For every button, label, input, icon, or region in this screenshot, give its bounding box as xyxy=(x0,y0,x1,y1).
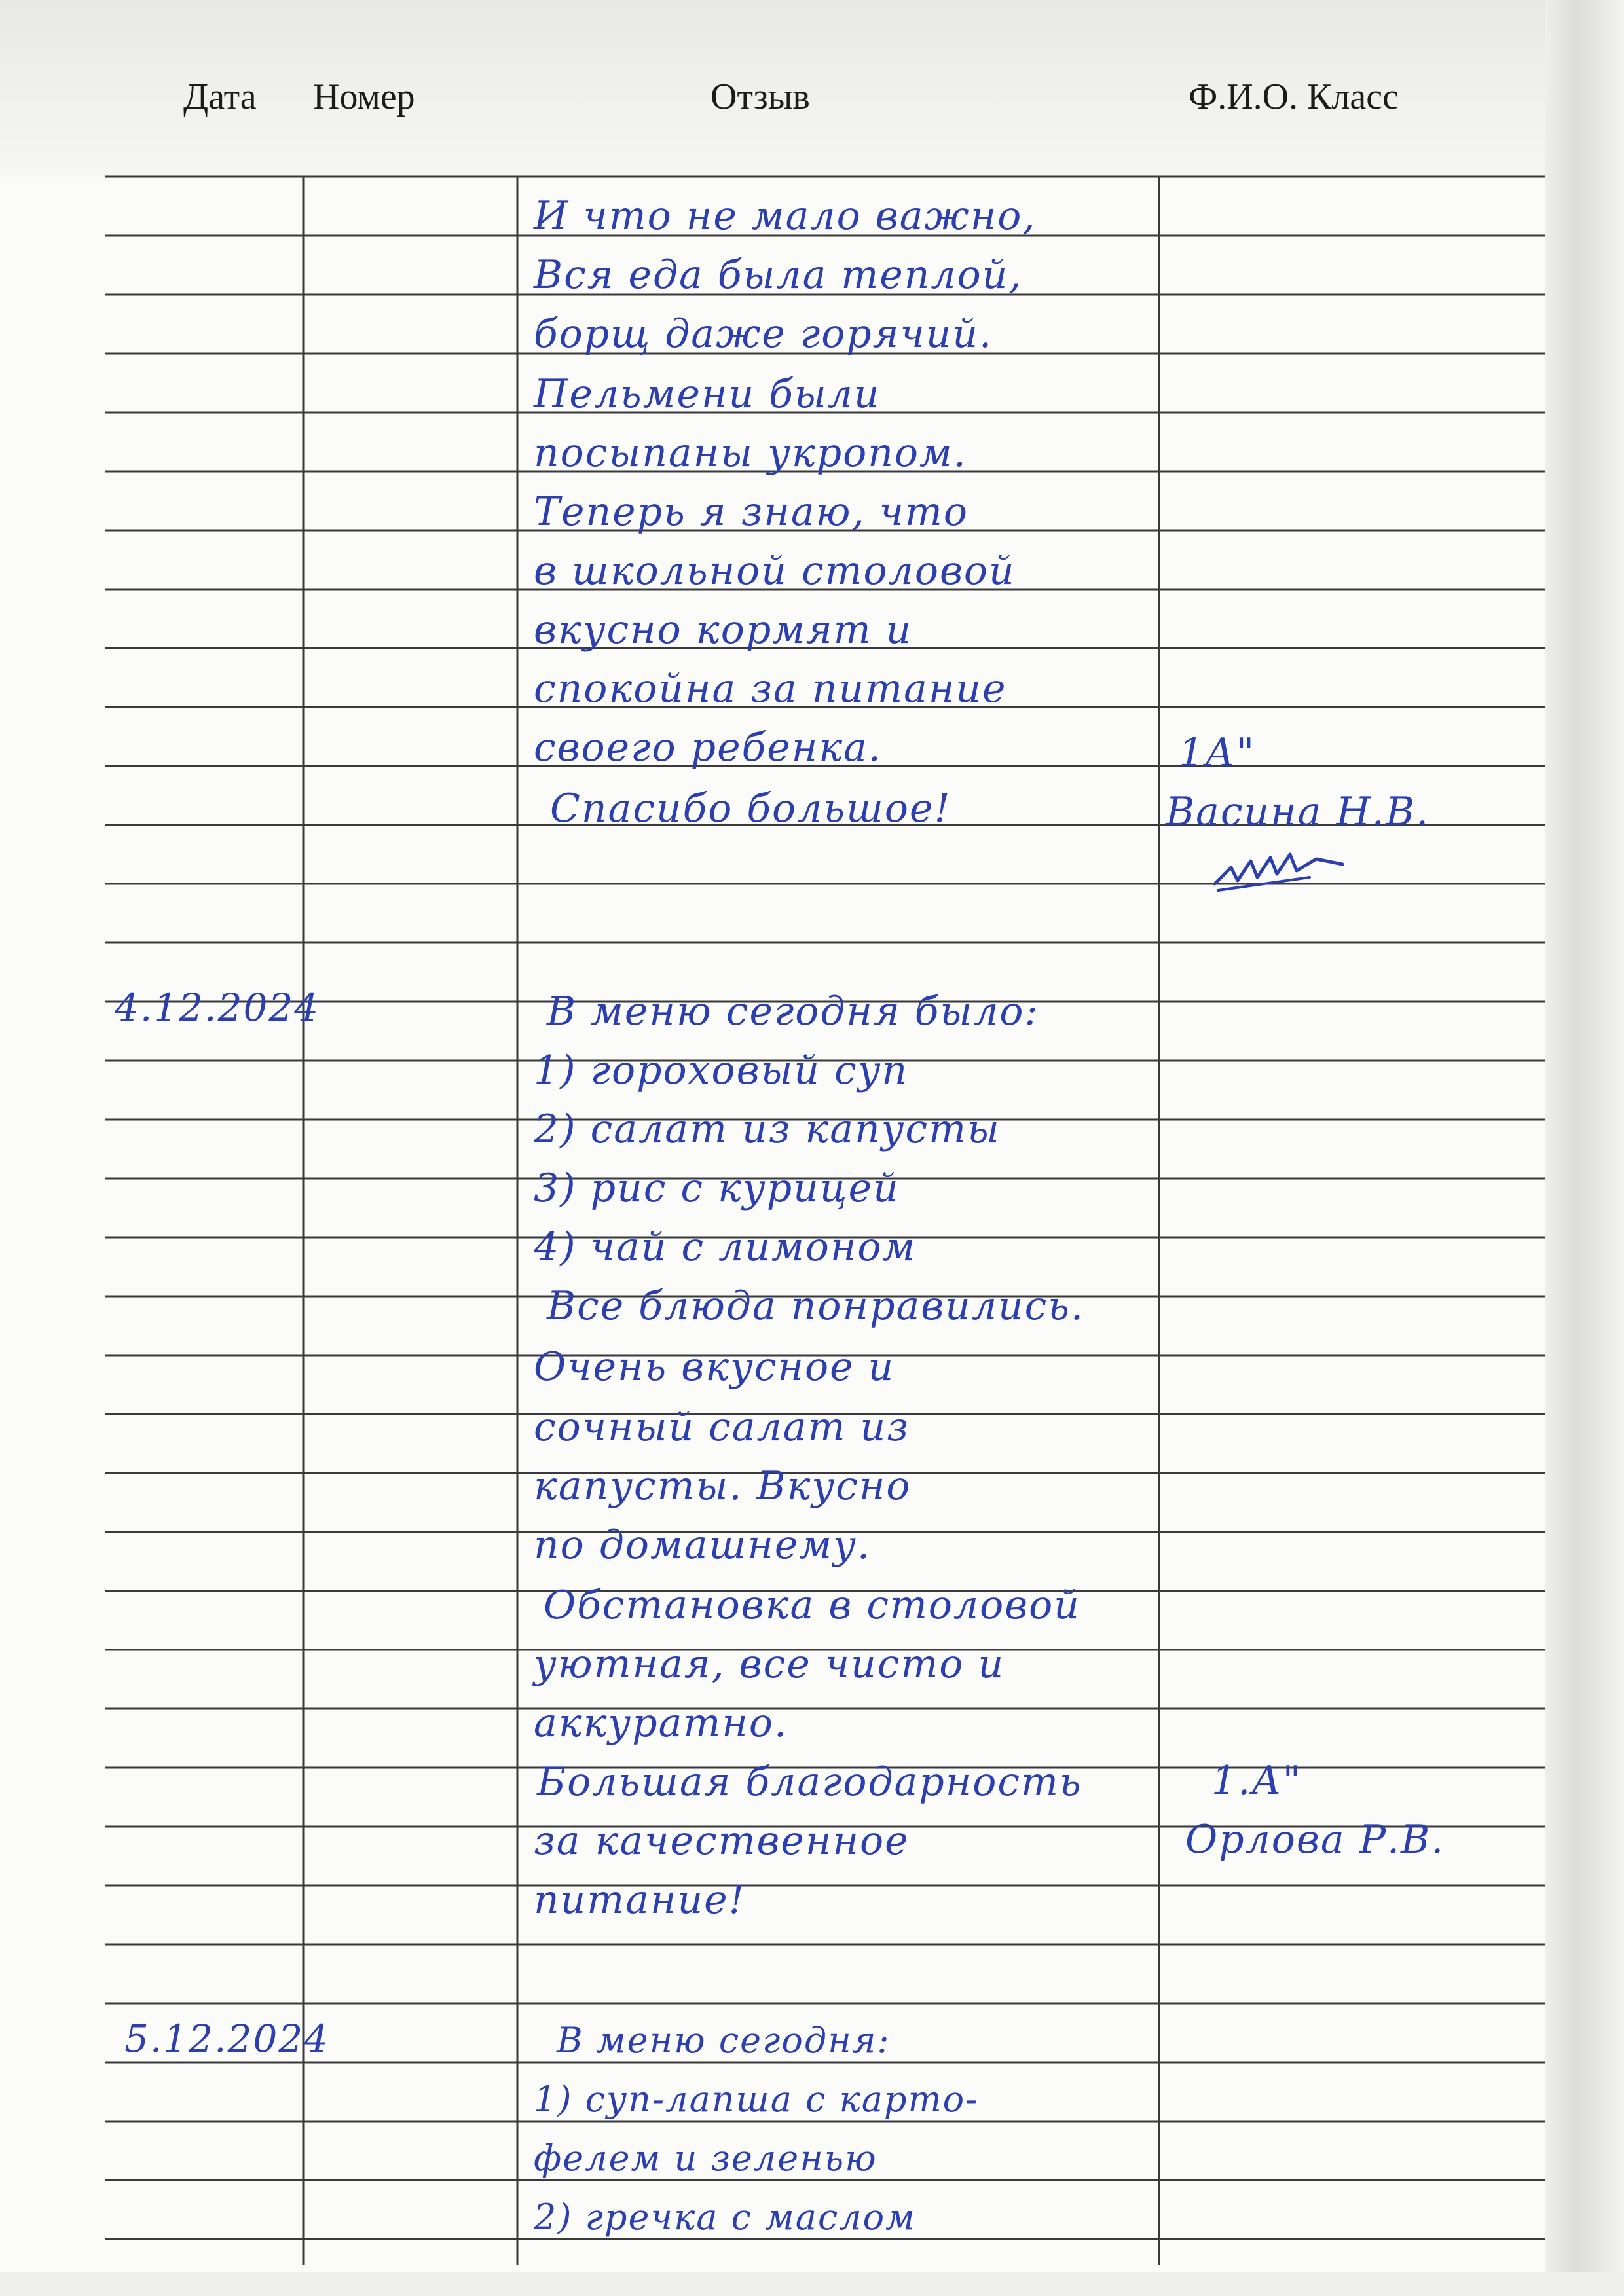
review-line: В меню сегодня: xyxy=(557,2020,891,2061)
review-line: 1) суп-лапша с карто- xyxy=(534,2079,979,2120)
entry-name: Орлова Р.В. xyxy=(1185,1817,1445,1863)
review-line: Очень вкусное и xyxy=(534,1344,895,1390)
header-number: Номер xyxy=(313,77,415,117)
review-line: своего ребенка. xyxy=(534,725,882,771)
review-line: 1) гороховый суп xyxy=(534,1048,909,1093)
entry-class: 1.А" xyxy=(1211,1758,1302,1804)
header-name-class: Ф.И.О. Класс xyxy=(1189,77,1399,117)
review-line: сочный салат из xyxy=(534,1404,910,1450)
review-line: Большая благодарность xyxy=(537,1759,1082,1805)
review-line: спокойна за питание xyxy=(534,666,1007,712)
review-line: посыпаны укропом. xyxy=(534,430,967,476)
header-review: Отзыв xyxy=(710,77,810,117)
review-line: вкусно кормят и xyxy=(534,607,913,653)
review-line: Вся еда была теплой, xyxy=(534,252,1023,298)
review-line: Обстановка в столовой xyxy=(544,1582,1080,1628)
review-line: уютная, все чисто и xyxy=(534,1641,1005,1687)
signature-1 xyxy=(1211,845,1375,897)
review-line: по домашнему. xyxy=(534,1522,871,1568)
entry-name: Васина Н.В. xyxy=(1166,789,1430,835)
review-line: питание! xyxy=(534,1877,746,1923)
review-line: аккуратно. xyxy=(534,1700,788,1746)
review-line: капусты. Вкусно xyxy=(534,1463,912,1509)
review-line: Все блюда понравились. xyxy=(547,1283,1085,1329)
review-line: И что не мало важно, xyxy=(534,193,1037,239)
entry-class: 1А" xyxy=(1179,730,1256,776)
header-date: Дата xyxy=(183,77,257,117)
review-line: 2) гречка с маслом xyxy=(534,2196,916,2238)
review-line: Спасибо большое! xyxy=(550,786,951,831)
review-line: 2) салат из капусты xyxy=(534,1106,1001,1152)
review-line: 4) чай с лимоном xyxy=(534,1224,917,1270)
review-line: В меню сегодня было: xyxy=(547,989,1039,1034)
review-line: Теперь я знаю, что xyxy=(534,489,969,535)
review-line: за качественное xyxy=(534,1818,910,1864)
entry-date: 5.12.2024 xyxy=(124,2016,330,2061)
review-line: борщ даже горячий. xyxy=(534,311,993,357)
review-line: фелем и зеленью xyxy=(534,2138,877,2179)
entry-date: 4.12.2024 xyxy=(115,985,320,1030)
review-line: Пельмени были xyxy=(534,371,881,417)
review-line: в школьной столовой xyxy=(534,548,1016,594)
review-line: 3) рис с курицей xyxy=(534,1165,900,1211)
